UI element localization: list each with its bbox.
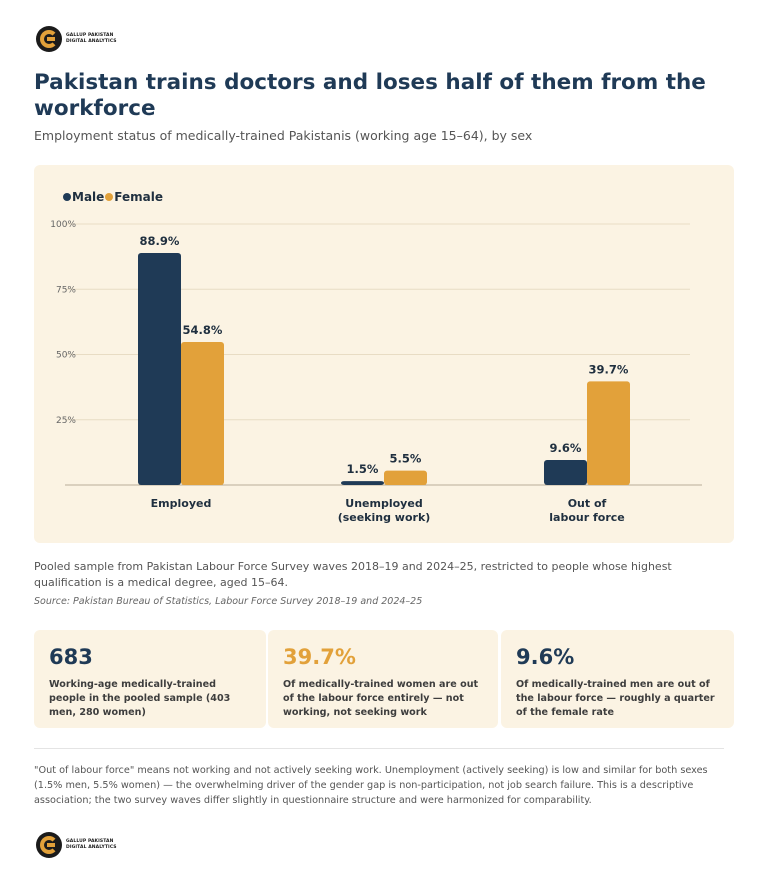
x-category-label: Employed (150, 497, 212, 510)
stat-text: Working-age medically-trained people in the pooled sample (403 men, 280 women) (49, 679, 231, 718)
y-tick-label: 50% (55, 350, 76, 361)
bar-female (587, 381, 630, 485)
y-tick-label: 25% (55, 415, 76, 426)
logo-icon (36, 832, 62, 858)
x-category-label: Out of (567, 497, 607, 510)
logo-line-1: GALLUP PAKISTAN (66, 33, 114, 38)
stat-text: Of medically-trained women are out of the labour force entirely — not working, not seeking work (283, 679, 479, 718)
stat-value: 39.7% (283, 645, 356, 669)
legend-label-female: Female (114, 190, 163, 204)
stat-text: Of medically-trained men are out of the labour force — roughly a quarter of the female rate (516, 679, 715, 718)
bar-value-label: 5.5% (389, 451, 422, 466)
bar-value-label: 88.9% (139, 233, 180, 248)
stat-card-women (268, 630, 498, 728)
footnote: "Out of labour force" means not working and not actively seeking work. Unemployment (actively seeking) is low and similar for both sexes (1.5% men, 5.5% women) — the overwhelming driver of the gender gap is non-participation, not job search failure. This is a descriptive association; the two survey waves differ slightly in questionnaire structure and were harmonized for comparability. (34, 765, 708, 806)
logo-line-2: DIGITAL ANALYTICS (66, 39, 117, 44)
logo-line-1: GALLUP PAKISTAN (66, 839, 114, 844)
bar-female (181, 342, 224, 485)
bar-value-label: 54.8% (182, 322, 223, 337)
logo-text (66, 839, 117, 851)
bar-male (138, 253, 181, 485)
x-category-label: labour force (549, 511, 625, 524)
bar-value-label: 1.5% (346, 462, 379, 477)
stat-card-men (501, 630, 734, 728)
y-tick-label: 100% (50, 220, 76, 230)
source-note: Source: Pakistan Bureau of Statistics, Labour Force Survey 2018–19 and 2024–25 (34, 596, 423, 607)
bar-male (544, 460, 587, 485)
stat-card-sample (34, 630, 266, 728)
bar-value-label: 9.6% (549, 440, 582, 455)
method-note: Pooled sample from Pakistan Labour Force Survey waves 2018–19 and 2024–25, restricted to people whose highest qualification is a medical degree, aged 15–64. (34, 560, 672, 589)
page-subtitle: Employment status of medically-trained Pakistanis (working age 15–64), by sex (34, 128, 533, 143)
bar-male (341, 481, 384, 485)
stat-value: 683 (49, 645, 93, 669)
brand-logo-footer (36, 832, 117, 858)
logo-line-2: DIGITAL ANALYTICS (66, 845, 117, 850)
x-category-label: (seeking work) (337, 511, 431, 524)
bar-female (384, 471, 427, 485)
page-title: Pakistan trains doctors and loses half of them from the workforce (34, 70, 706, 121)
legend-label-male: Male (72, 190, 105, 204)
divider (34, 748, 724, 749)
bar-value-label: 39.7% (588, 362, 629, 377)
y-tick-label: 75% (55, 285, 76, 296)
stat-value: 9.6% (516, 645, 575, 669)
x-category-label: Unemployed (345, 497, 423, 510)
